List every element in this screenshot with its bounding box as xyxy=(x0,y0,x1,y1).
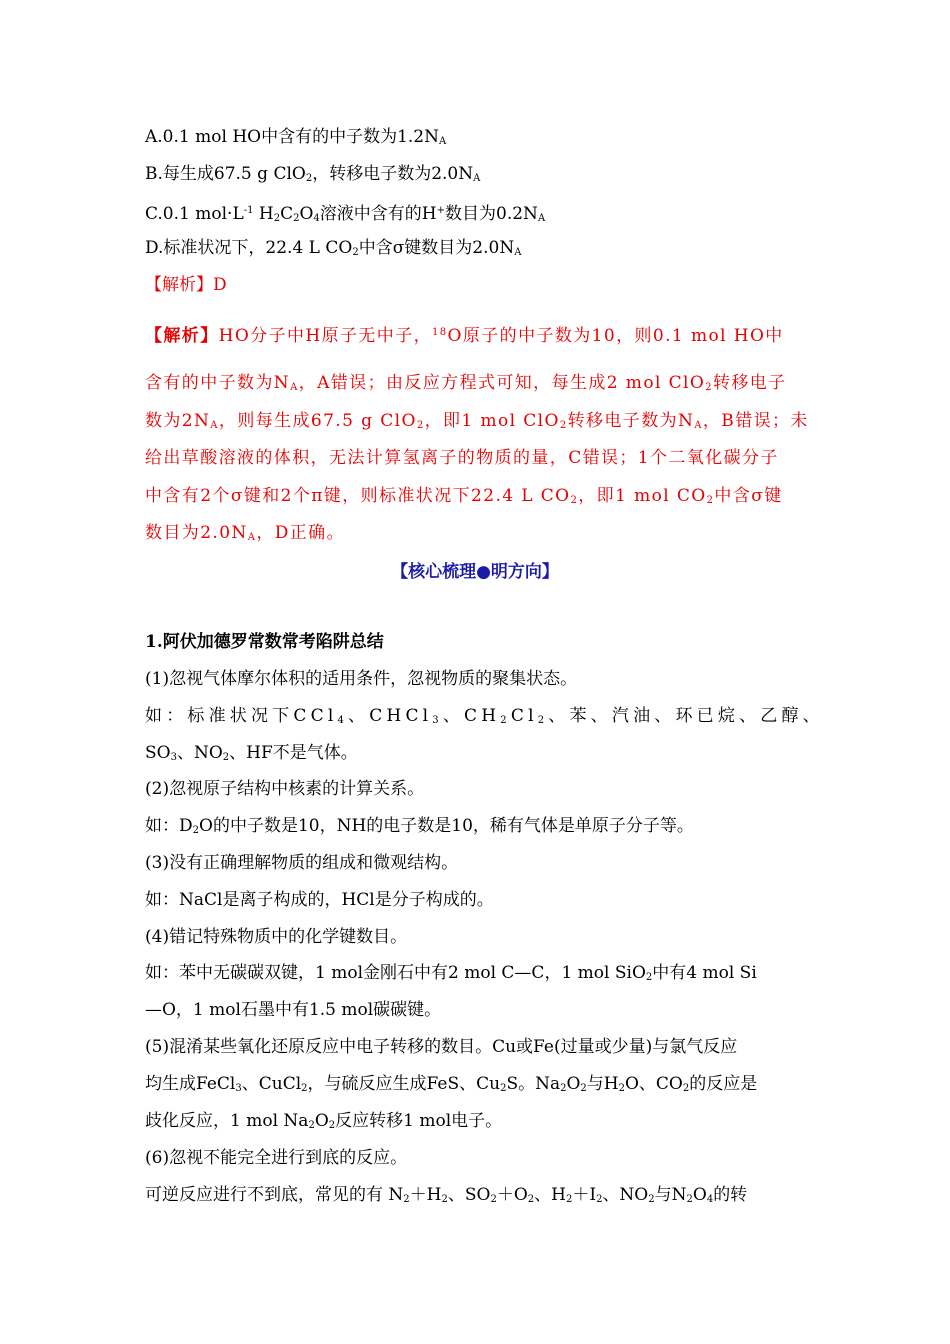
analysis-line-2: 含有的中子数为$N_A$，A错误；由反应方程式可知，每生成2 mol ClO$_2$转移电子 xyxy=(145,373,787,393)
summary-p6: (6)忽视不能完全进行到底的反应。 xyxy=(145,1148,408,1168)
analysis-line-5: 中含有2个σ键和2个π键，则标准状况下22.4 L $CO_2$，即1 mol $CO_2$中含σ键 xyxy=(145,486,783,506)
summary-p2: (2)忽视原子结构中核素的计算关系。 xyxy=(145,779,425,799)
analysis-line-4: 给出草酸溶液的体积，无法计算氢离子的物质的量，C错误；1个二氧化碳分子 xyxy=(145,448,779,468)
option-d: D.标准状况下，22.4 L $CO_2$中含σ键数目为$2.0N_A$ xyxy=(145,238,522,258)
analysis-line-6: 数目为$2.0N_A$，D正确。 xyxy=(145,523,345,543)
summary-p1-example-2: $SO_3$、$NO_2$、HF不是气体。 xyxy=(145,743,358,763)
summary-p5-line-3: 歧化反应，1 mol $Na_2O_2$反应转移1 mol电子。 xyxy=(145,1111,503,1131)
summary-p2-example: 如：$D_2O$的中子数是10，NH的电子数是10，稀有气体是单原子分子等。 xyxy=(145,816,694,836)
summary-p3: (3)没有正确理解物质的组成和微观结构。 xyxy=(145,853,459,873)
summary-p4-example: 如：苯中无碳碳双键，1 mol金刚石中有2 mol C—C，1 mol SiO$_2$中有4 mol Si xyxy=(145,963,757,983)
summary-p4-example-2: —O，1 mol石墨中有1.5 mol碳碳键。 xyxy=(145,1000,442,1020)
analysis-line-3: 数为$2N_A$，则每生成67.5 g ClO$_2$，即1 mol ClO$_2$转移电子数为$N_A$，B错误；未 xyxy=(145,411,809,431)
summary-title: 1.阿伏加德罗常数常考陷阱总结 xyxy=(145,632,384,652)
answer-line: 【解析】D xyxy=(145,275,227,295)
summary-p5-line-2: 均生成FeCl$_3$、CuCl$_2$，与硫反应生成FeS、$Cu_2S$。$Na_2O_2$与$H_2O$、$CO_2$的反应是 xyxy=(145,1074,758,1094)
analysis-line-1: 【解析】HO分子中H原子无中子，$^{18}$O原子的中子数为10，则0.1 mol HO中 xyxy=(145,326,784,346)
section-title: 【核心梳理●明方向】 xyxy=(391,562,559,582)
option-b: B.每生成67.5 g ClO$_2$，转移电子数为$2.0N_A$ xyxy=(145,164,481,184)
option-a: A.0.1 mol HO中含有的中子数为$1.2N_A$ xyxy=(145,127,447,147)
summary-p3-example: 如：NaCl是离子构成的，HCl是分子构成的。 xyxy=(145,890,494,910)
summary-p4: (4)错记特殊物质中的化学键数目。 xyxy=(145,927,408,947)
summary-p6-line-2: 可逆反应进行不到底，常见的有 $N_2+H_2$、$SO_2+O_2$、$H_2+I_2$、$NO_2$与$N_2O_4$的转 xyxy=(145,1185,748,1205)
summary-p1: (1)忽视气体摩尔体积的适用条件，忽视物质的聚集状态。 xyxy=(145,669,578,689)
summary-p5: (5)混淆某些氧化还原反应中电子转移的数目。Cu或Fe(过量或少量)与氯气反应 xyxy=(145,1037,738,1057)
summary-p1-example: 如：标准状况下CCl$_4$、CHCl$_3$、$CH_2Cl_2$、苯、汽油、环已烷、乙醇、 xyxy=(145,706,824,726)
option-c: C.0.1 $mol\cdot L^{-1}$ $H_2C_2O_4$溶液中含有的H+数目为$0.2N_A$ xyxy=(145,204,546,224)
